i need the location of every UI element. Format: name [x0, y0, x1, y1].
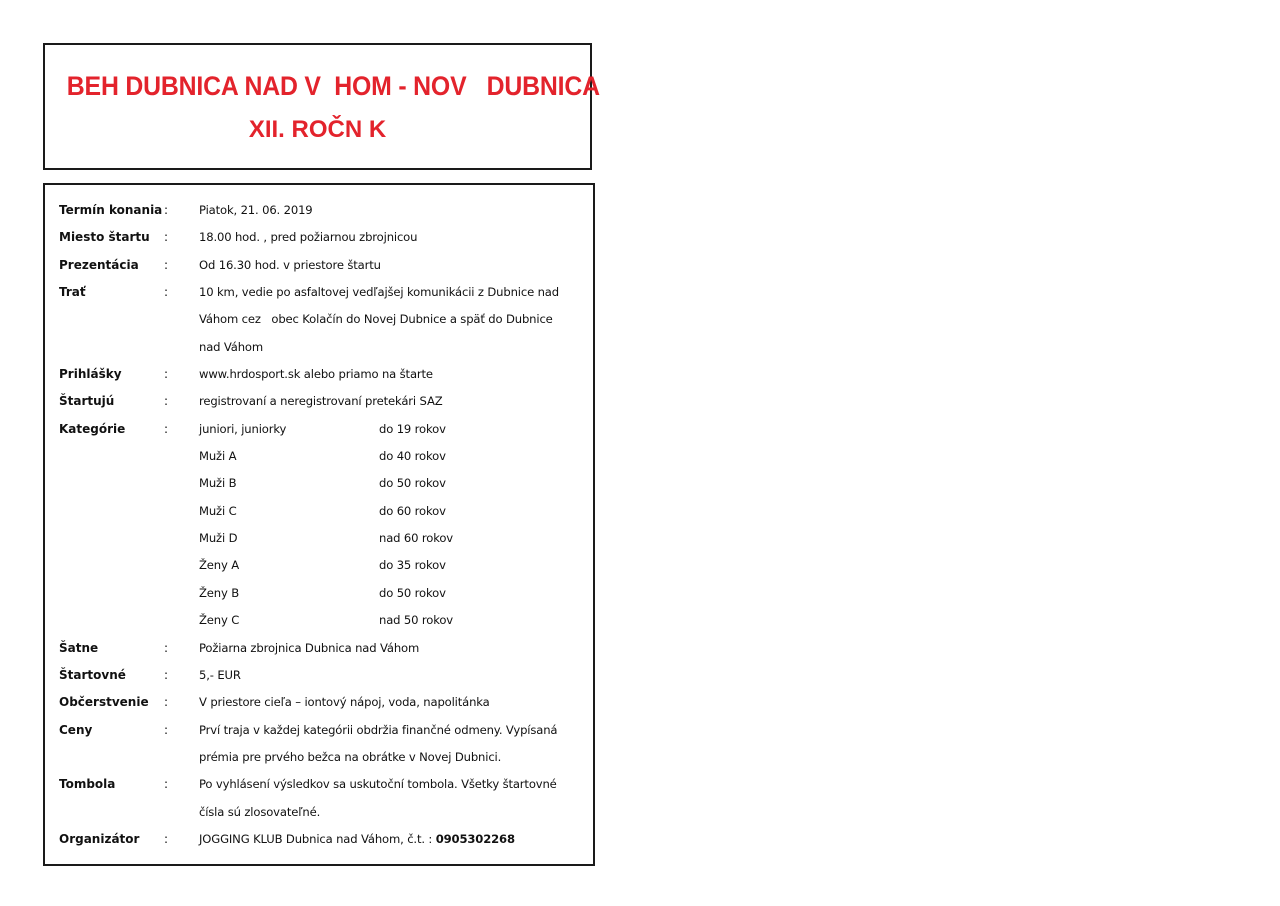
- info-label: Občerstvenie: [59, 695, 149, 710]
- info-value-line: Požiarna zbrojnica Dubnica nad Váhom: [199, 640, 420, 655]
- info-value-line: Piatok, 21. 06. 2019: [199, 203, 313, 217]
- category-item: [199, 552, 589, 579]
- event-edition: XII. ROČN K: [248, 116, 387, 143]
- info-value-line: 5,- EUR: [199, 667, 241, 682]
- info-label: Prezentácia: [59, 257, 139, 272]
- info-value: [199, 826, 589, 853]
- category-age: do 50 rokov: [379, 585, 446, 600]
- category-item: [199, 607, 589, 634]
- info-label: Štartovné: [59, 667, 126, 682]
- category-name: Muži B: [199, 476, 237, 491]
- info-colon: :: [164, 777, 169, 792]
- info-value-line: čísla sú zlosovateľné.: [199, 804, 321, 819]
- category-age: do 19 rokov: [379, 421, 446, 436]
- organizer-name: JOGGING KLUB Dubnica nad Váhom, č.t. :: [199, 831, 436, 846]
- info-row-obcerstvenie: [59, 689, 589, 716]
- organizer-phone: 0905302268: [435, 831, 515, 846]
- info-label: Trať: [59, 285, 86, 300]
- info-colon: :: [164, 367, 169, 382]
- category-item: [199, 416, 589, 443]
- info-label: Kategórie: [59, 421, 126, 436]
- info-value-line: nad Váhom: [199, 339, 264, 354]
- info-value: [199, 224, 589, 251]
- category-name: Ženy C: [199, 613, 240, 628]
- info-value-line: registrovaní a neregistrovaní pretekári SAZ: [199, 394, 443, 409]
- info-label: Ceny: [59, 722, 93, 737]
- info-label: Miesto štartu: [59, 230, 150, 245]
- info-row-prezentacia: [59, 252, 589, 279]
- info-row-miesto-startu: [59, 224, 589, 251]
- category-name: Muži D: [199, 531, 238, 546]
- info-row-organizator: [59, 826, 589, 853]
- info-value-line: Prví traja v každej kategórii obdržia finančné odmeny. Vypísaná: [199, 722, 558, 737]
- info-label: Organizátor: [59, 831, 140, 846]
- category-name: juniori, juniorky: [199, 421, 287, 436]
- info-label: Tombola: [59, 777, 116, 792]
- info-label: Termín konania: [59, 203, 163, 217]
- category-name: Ženy B: [199, 585, 240, 600]
- info-value-line: Váhom cez obec Kolačín do Novej Dubnice a späť do Dubnice: [199, 312, 553, 327]
- info-colon: :: [164, 640, 169, 655]
- category-name: Muži A: [199, 449, 237, 464]
- info-colon: :: [164, 722, 169, 737]
- info-label: Štartujú: [59, 394, 115, 409]
- info-value-line: www.hrdosport.sk alebo priamo na štarte: [199, 367, 433, 382]
- info-colon: :: [164, 831, 169, 846]
- info-value: [199, 197, 589, 224]
- category-item: [199, 443, 589, 470]
- info-label: Prihlášky: [59, 367, 122, 382]
- title-box: [43, 43, 600, 170]
- category-age: do 60 rokov: [379, 503, 446, 518]
- info-row-trat: [59, 279, 589, 361]
- info-row-ceny: [59, 717, 589, 772]
- category-list: [199, 416, 589, 635]
- info-value: [199, 689, 589, 716]
- info-colon: :: [164, 695, 169, 710]
- info-value: [199, 279, 589, 361]
- category-age: do 50 rokov: [379, 476, 446, 491]
- info-label: Šatne: [59, 640, 99, 655]
- info-colon: :: [164, 421, 169, 436]
- event-title: BEH DUBNICA NAD V HOM - NOV DUBNICA: [66, 71, 600, 101]
- info-value-line: 10 km, vedie po asfaltovej vedľajšej komunikácii z Dubnice nad: [199, 285, 559, 300]
- info-value: [199, 771, 589, 826]
- info-colon: :: [164, 394, 169, 409]
- info-value: [199, 388, 589, 415]
- category-age: nad 60 rokov: [379, 531, 453, 546]
- info-row-startovne: [59, 662, 589, 689]
- info-colon: :: [164, 203, 169, 217]
- info-value-line: Od 16.30 hod. v priestore štartu: [199, 257, 381, 272]
- organizer-line: [199, 826, 589, 853]
- category-item: [199, 470, 589, 497]
- info-row-satne: [59, 635, 589, 662]
- info-value: [199, 361, 589, 388]
- info-row-kategorie: [59, 416, 589, 635]
- category-age: nad 50 rokov: [379, 613, 453, 628]
- info-value-line: 18.00 hod. , pred požiarnou zbrojnicou: [199, 230, 418, 245]
- info-value: [199, 717, 589, 772]
- info-value-line: V priestore cieľa – iontový nápoj, voda, napolitánka: [199, 695, 490, 710]
- category-name: Ženy A: [199, 558, 240, 573]
- info-row-prihlasky: [59, 361, 589, 388]
- info-value: [199, 635, 589, 662]
- info-value-line: Po vyhlásení výsledkov sa uskutoční tombola. Všetky štartovné: [199, 777, 557, 792]
- info-row-tombola: [59, 771, 589, 826]
- info-row-termin-konania: [59, 197, 589, 224]
- info-rows: [59, 197, 589, 853]
- info-row-startuju: [59, 388, 589, 415]
- info-colon: :: [164, 257, 169, 272]
- category-name: Muži C: [199, 503, 237, 518]
- category-item: [199, 580, 589, 607]
- info-colon: :: [164, 285, 169, 300]
- category-item: [199, 498, 589, 525]
- category-age: do 35 rokov: [379, 558, 446, 573]
- info-box: [43, 183, 595, 866]
- category-item: [199, 525, 589, 552]
- info-value: [199, 252, 589, 279]
- category-age: do 40 rokov: [379, 449, 446, 464]
- info-colon: :: [164, 230, 169, 245]
- info-value: [199, 662, 589, 689]
- info-value-line: prémia pre prvého bežca na obrátke v Novej Dubnici.: [199, 749, 502, 764]
- info-colon: :: [164, 667, 169, 682]
